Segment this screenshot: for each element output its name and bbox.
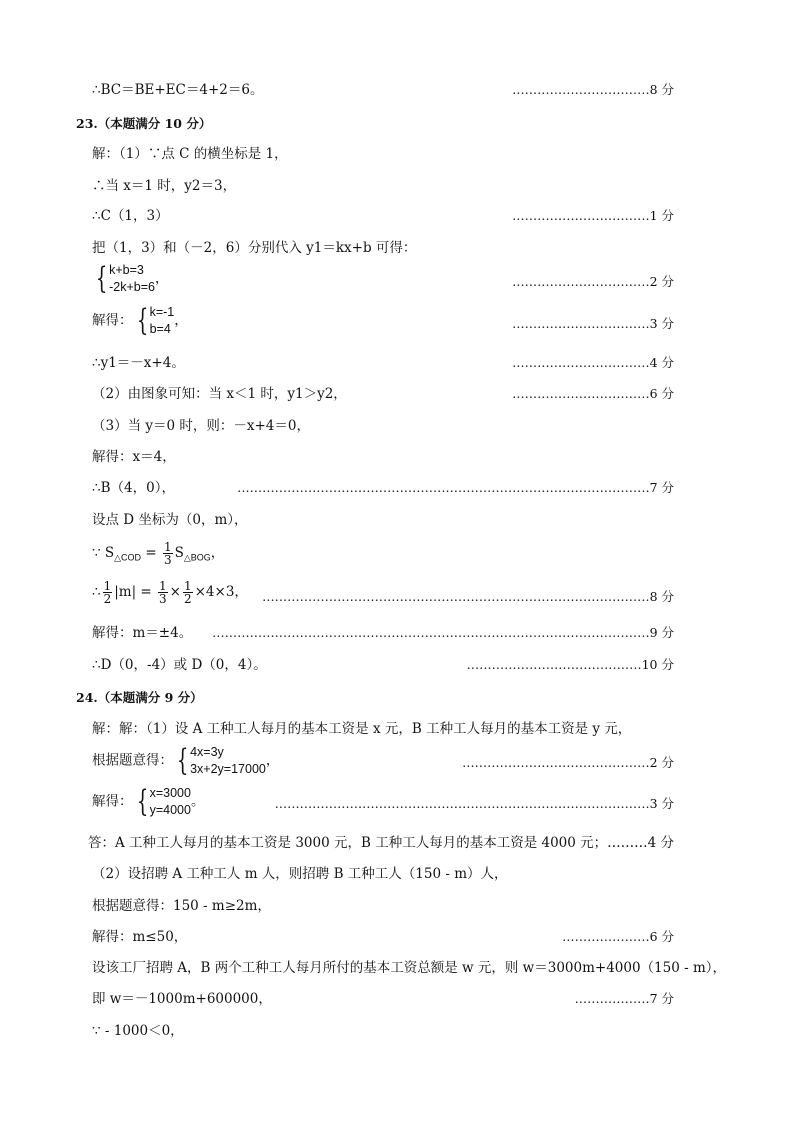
q23-sys2-eq2: b=4 [149,322,171,336]
fraction-one-third [163,541,173,566]
q23-sys2-tail: ， [174,312,188,329]
q24-sys1-eq1: 4x=3y [190,745,224,759]
q24-sys1-eq2: 3x+2y=17000 [190,762,266,776]
fraction-half-1 [103,580,113,605]
q24-sys1-tail: ， [265,752,280,769]
q23-score-10: ……………………………………10 分 [466,657,674,672]
q23-sys2-eq1: k=-1 [149,305,175,319]
frac-num: 1 [103,579,112,593]
q23-line-8: （3）当 y＝0 时，则：－x+4＝0， [92,418,310,434]
q23-score-1: ……………………………1 分 [512,208,674,223]
q23-line-6: ∴y1＝－x+4。 [92,355,185,371]
q23-line-7: （2）由图象可知：当 x＜1 时，y1＞y2， [92,386,347,402]
q23-sys1-eq2: -2k+b=6 [109,280,155,294]
q24-line-5: （2）设招聘 A 工种工人 m 人，则招聘 B 工种工人（150 - m）人， [92,866,508,882]
q24-sys2-eq2: y=4000 [149,803,191,817]
frac-num: 1 [159,579,167,593]
q23-line-3: ∴C（1，3） [92,208,169,224]
times: × [169,584,181,600]
q24-score-6: …………………6 分 [562,929,674,944]
q23-score-4: ……………………………4 分 [512,355,674,370]
area-end: ， [210,545,225,561]
eq-end: ×4×3， [194,584,248,600]
brace-icon: { [136,303,148,338]
frac-num: 1 [163,540,172,554]
q24-line-7: 解得：m≤50， [92,929,188,945]
area-s1: ∵ S [92,545,115,561]
frac-den: 2 [183,592,192,606]
q24-score-3: ………………………………………………………………………………3 分 [274,796,674,811]
q23-score-7: ………………………………………………………………………………………7 分 [237,480,674,495]
frac-den: 2 [103,592,112,606]
brace-icon: { [136,784,148,819]
q24-line-8: 设该工厂招聘 A，B 两个工种工人每月所付的基本工资总额是 w 元，则 w＝3000m+4000（150 - m）， [92,960,727,976]
q24-line-6: 根据题意得：150 - m≥2m， [92,898,271,914]
q23-system-1 [92,262,168,296]
q23-line-14: 解得：m＝±4。 [92,625,193,641]
q23-line-9: 解得：x＝4， [92,449,176,465]
q23-score-2: ……………………………2 分 [512,274,674,289]
q23-score-3: ……………………………3 分 [512,316,674,331]
q24-line-9: 即 w＝－1000m+600000， [92,991,272,1007]
q24-line-10: ∵ - 1000＜0， [92,1023,184,1039]
q23-score-6: ……………………………6 分 [512,386,674,401]
area-sub-bog: △BOG [183,552,211,563]
q23-line-4: 把（1，3）和（－2，6）分别代入 y1＝kx+b 可得： [92,240,417,256]
brace-icon: { [176,743,189,778]
frac-den: 3 [159,592,167,606]
q23-line-1: 解：（1）∵点 C 的横坐标是 1， [92,146,288,162]
q24-sys1-prefix: 根据题意得： [92,752,173,769]
q23-line-10: ∴B（4，0）， [92,480,175,496]
q23-line-11: 设点 D 坐标为（0，m）， [92,512,248,528]
q22-tail-line: ∴BC＝BE+EC＝4+2＝6。 [92,82,264,98]
frac-num: 1 [183,579,192,593]
area-s2: S [174,545,184,561]
q22-tail-score: ……………………………8 分 [512,82,674,97]
q24-sys2-tail: 。 [190,793,205,810]
brace-icon: { [95,261,108,296]
area-eq: = [141,545,161,561]
q24-score-7: ………………7 分 [574,991,674,1006]
area-sub-cod: △COD [114,552,142,563]
q24-system-1 [92,744,279,778]
fraction-half-2 [183,580,193,605]
therefore: ∴ [92,584,101,600]
q24-solution-1 [92,785,204,819]
frac-den: 3 [163,553,172,567]
q23-area-relation [92,541,224,568]
q24-score-2: ………………………………………2 分 [462,755,674,770]
q23-area-equation [92,580,248,605]
q23-solution-1 [92,304,188,338]
q24-sol-prefix: 解得： [92,793,133,810]
q23-sol-prefix: 解得： [92,312,133,329]
q24-answer-1: 答：A 工种工人每月的基本工资是 3000 元，B 工种工人每月的基本工资是 4000 元；………4 分 [88,835,675,851]
q23-line-15: ∴D（0，-4）或 D（0，4）。 [92,657,267,673]
q23-line-2: ∴当 x＝1 时，y2＝3， [92,178,237,194]
q23-header: 23.（本题满分 10 分） [76,116,212,131]
fraction-one-third-2 [158,580,168,605]
q23-score-9: ……………………………………………………………………………………………9 分 [212,625,674,640]
q24-line-1: 解：解：（1）设 A 工种工人每月的基本工资是 x 元，B 工种工人每月的基本工资是 y 元， [92,721,632,737]
q24-header: 24.（本题满分 9 分） [76,690,203,705]
q23-sys1-eq1: k+b=3 [109,263,144,277]
q24-sys2-eq1: x=3000 [149,786,191,800]
abs-m: |m| = [114,584,157,600]
q23-sys1-tail: ， [154,270,169,287]
q23-score-8: …………………………………………………………………………………8 分 [262,589,674,604]
